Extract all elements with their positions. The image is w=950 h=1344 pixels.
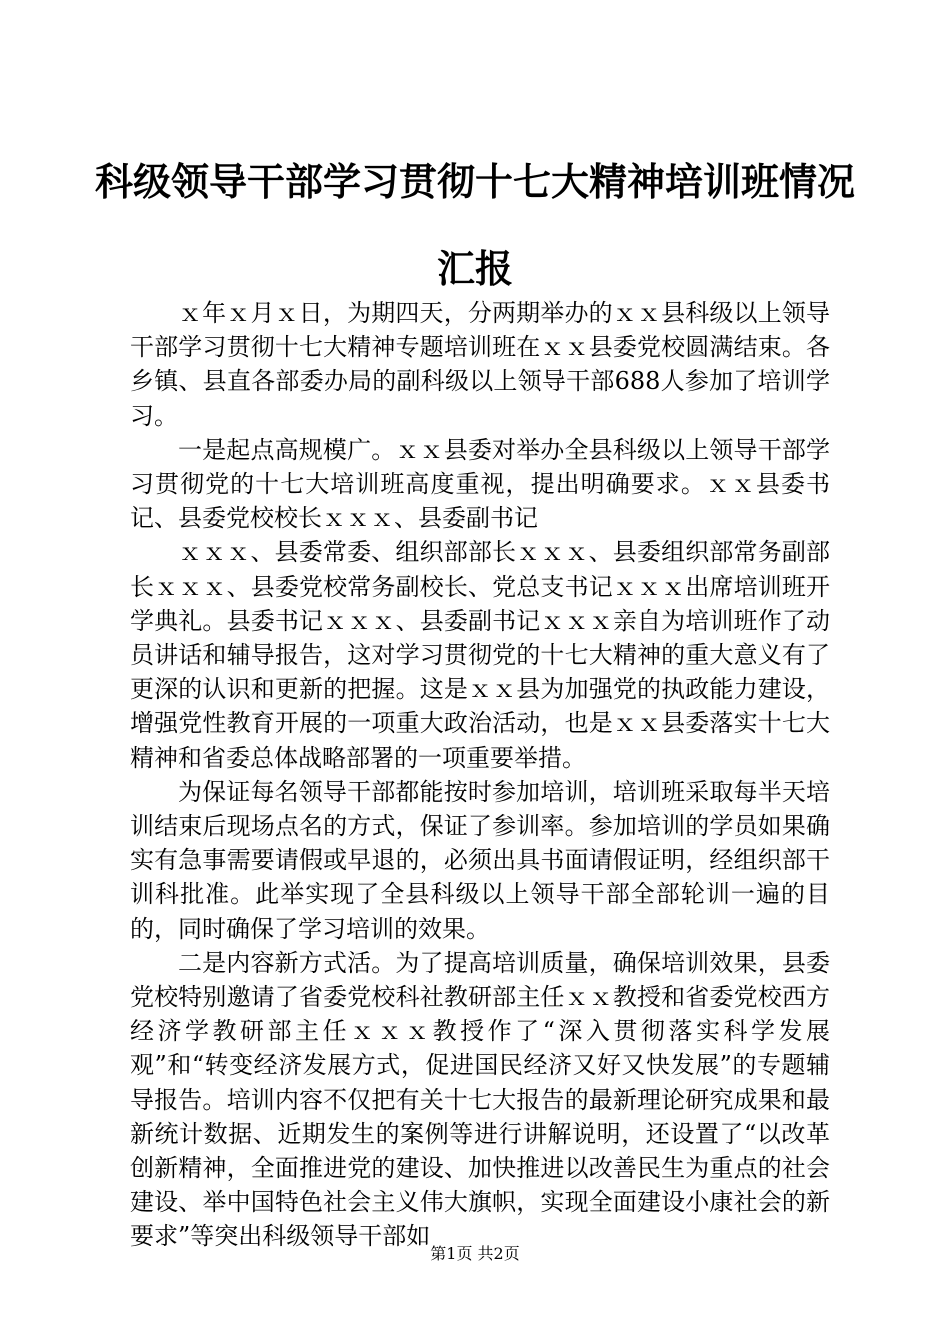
page-number-footer: 第1页 共2页 (430, 1244, 520, 1263)
paragraph-attendance: 为保证每名领导干部都能按时参加培训，培训班采取每半天培训结束后现场点名的方式，保证了参训率。参加培训的学员如果确实有急事需要请假或早退的，必须出具书面请假证明，经组织部干训科批准。此举实现了全县科级以上领导干部全部轮训一遍的目的，同时确保了学习培训的效果。 (130, 777, 830, 943)
paragraph-point-one-continued: ｘｘｘ、县委常委、组织部部长ｘｘｘ、县委组织部常务副部长ｘｘｘ、县委党校常务副校长、党总支书记ｘｘｘ出席培训班开学典礼。县委书记ｘｘｘ、县委副书记ｘｘｘ亲自为培训班作了动员讲话和辅导报告，这对学习贯彻党的十七大精神的重大意义有了更深的认识和更新的把握。这是ｘｘ县为加强党的执政能力建设，增强党性教育开展的一项重大政治活动，也是ｘｘ县委落实十七大精神和省委总体战略部署的一项重要举措。 (130, 538, 830, 772)
paragraph-point-one: 一是起点高规模广。ｘｘ县委对举办全县科级以上领导干部学习贯彻党的十七大培训班高度重视，提出明确要求。ｘｘ县委书记、县委党校校长ｘｘｘ、县委副书记 (130, 435, 830, 533)
paragraph-intro: ｘ年ｘ月ｘ日，为期四天，分两期举办的ｘｘ县科级以上领导干部学习贯彻十七大精神专题培训班在ｘｘ县委党校圆满结束。各乡镇、县直各部委办局的副科级以上领导干部688人参加了培训学习。 (130, 299, 830, 430)
document-title-line-1: 科级领导干部学习贯彻十七大精神培训班情况 (94, 159, 855, 204)
document-title-line-2: 汇报 (436, 246, 513, 291)
document-body (130, 296, 830, 1254)
paragraph-point-two: 二是内容新方式活。为了提高培训质量，确保培训效果，县委党校特别邀请了省委党校科社教研部主任ｘｘ教授和省委党校西方经济学教研部主任ｘｘｘ教授作了“深入贯彻落实科学发展观”和“转变经济发展方式，促进国民经济又好又快发展”的专题辅导报告。培训内容不仅把有关十七大报告的最新理论研究成果和最新统计数据、近期发生的案例等进行讲解说明，还设置了“以改革创新精神，全面推进党的建设、加快推进以改善民生为重点的社会建设、举中国特色社会主义伟大旗帜，实现全面建设小康社会的新要求”等突出科级领导干部如 (130, 948, 830, 1251)
